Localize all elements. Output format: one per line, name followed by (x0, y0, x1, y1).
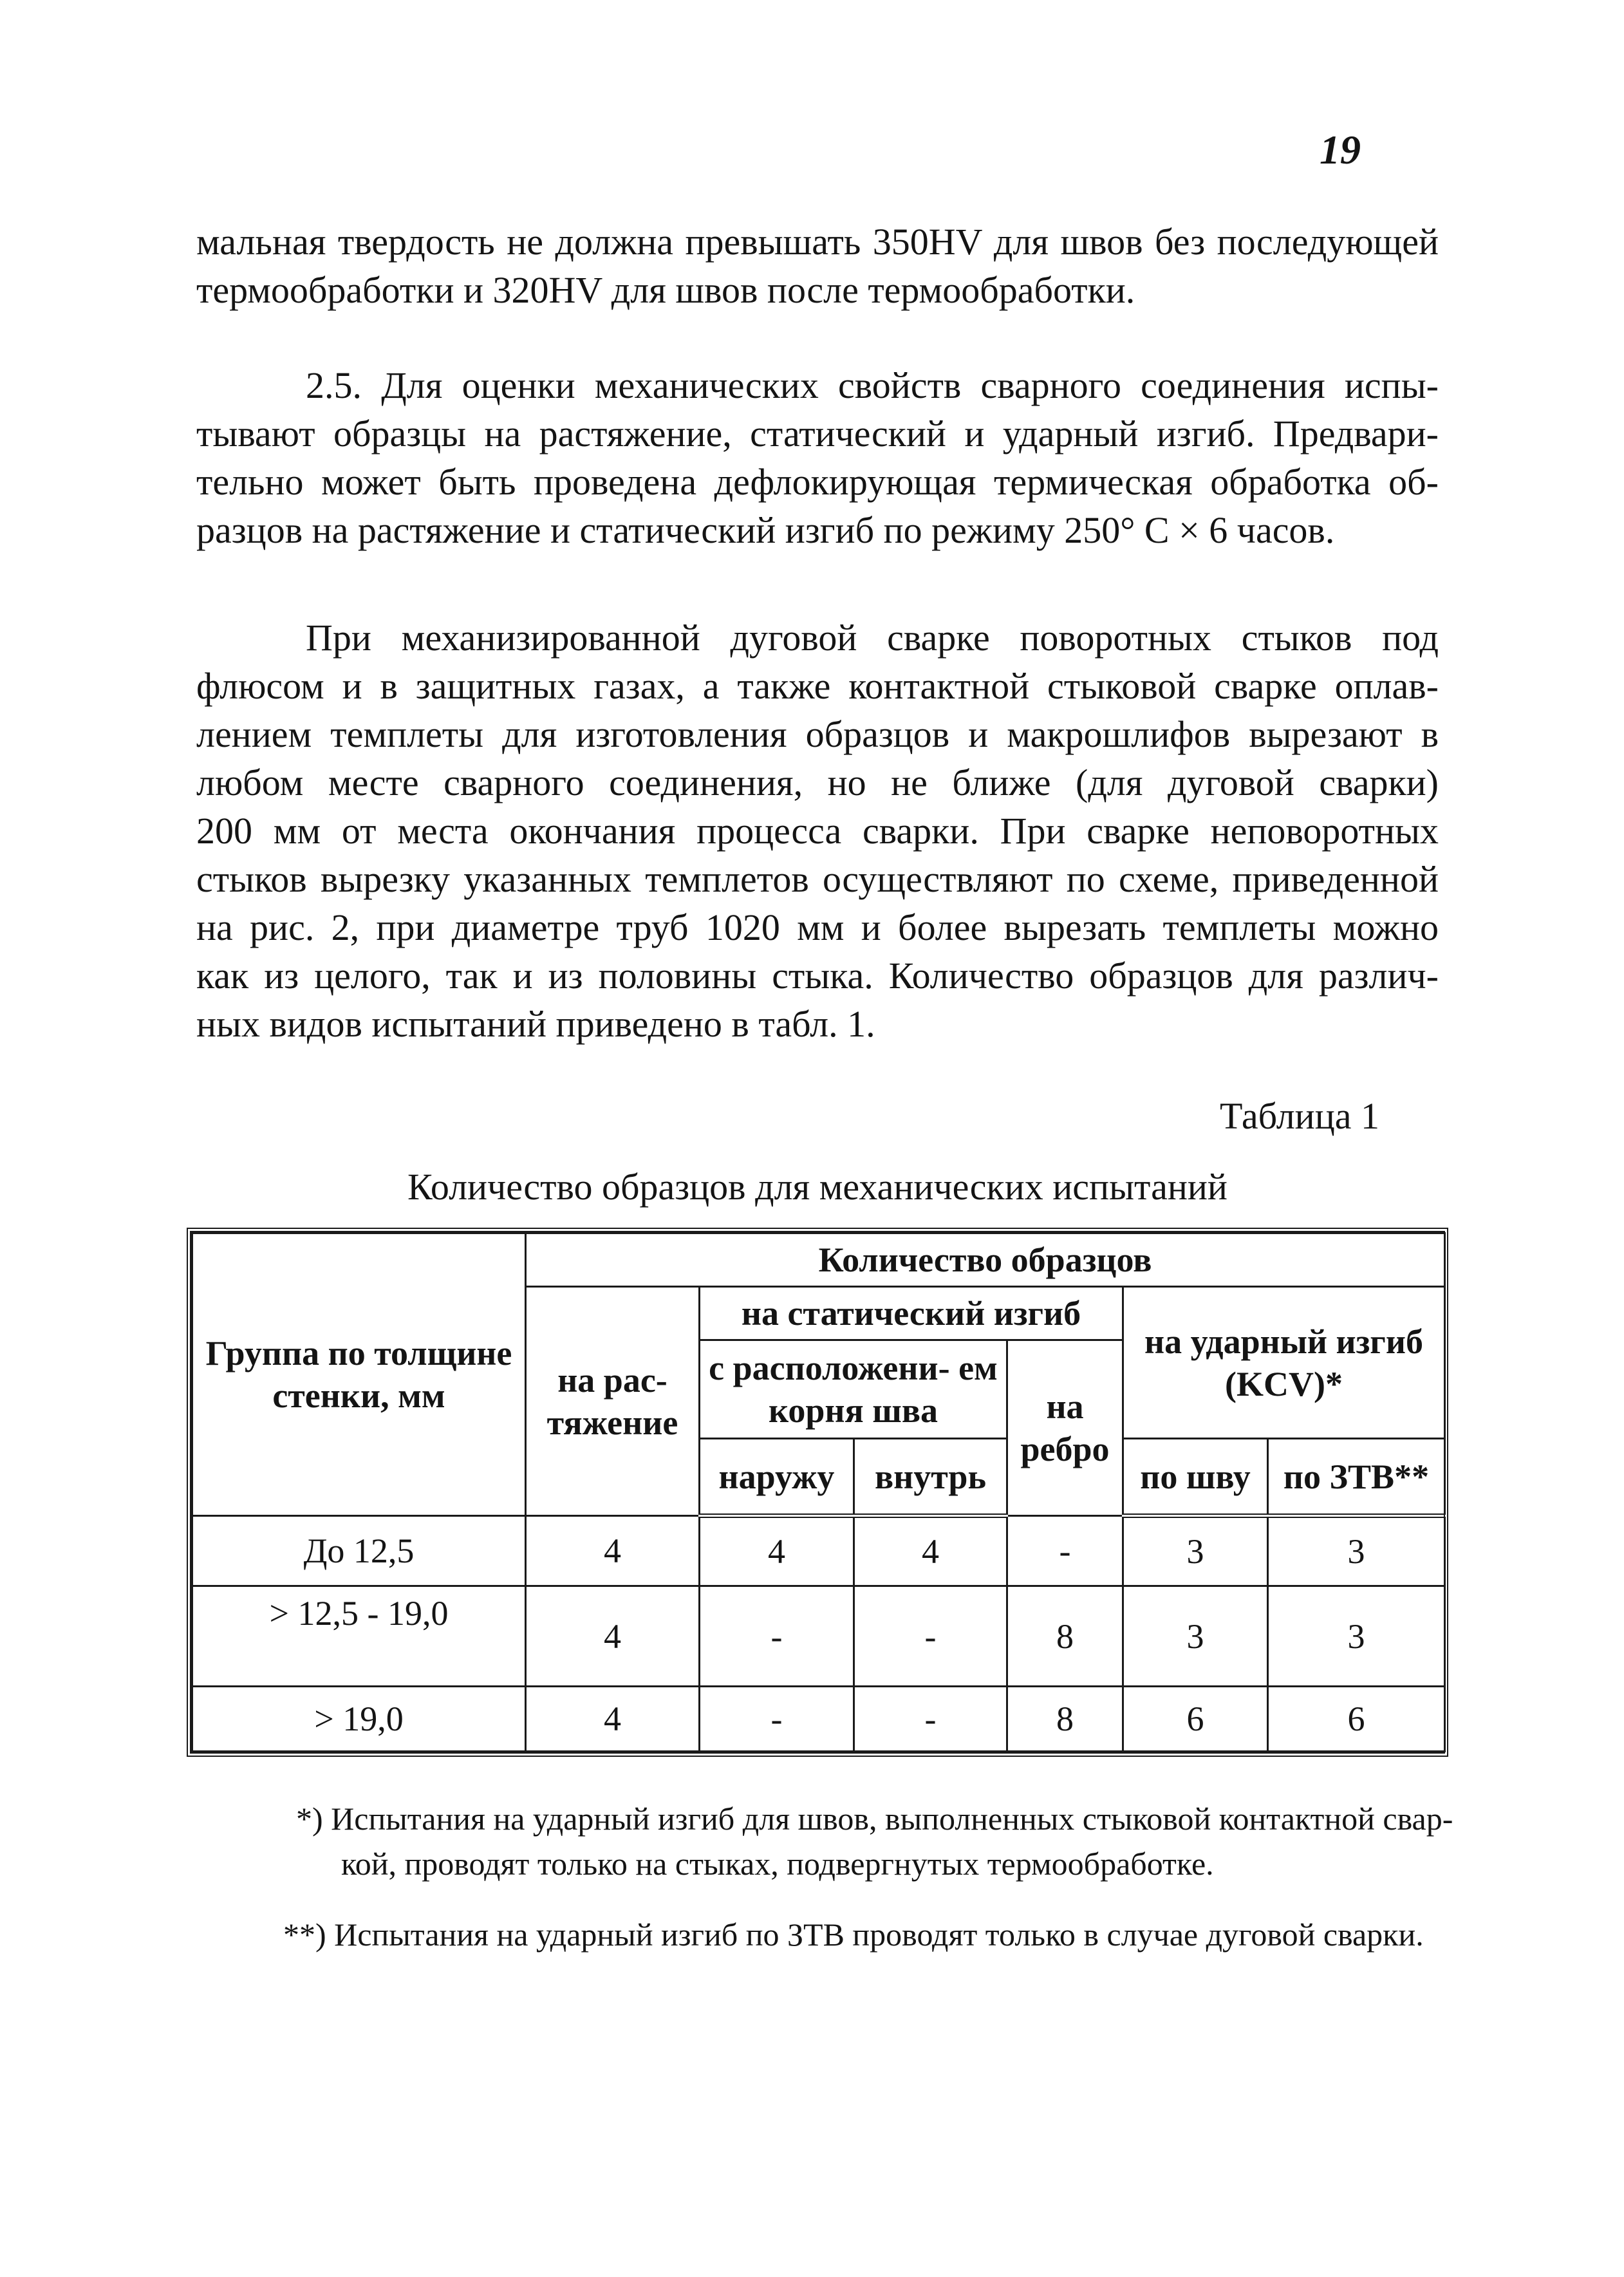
cell-weld: 6 (1123, 1687, 1268, 1752)
footnote-haz (283, 1912, 1424, 1957)
text-line: При механизированной дуговой сварке поворотных стыков под (306, 617, 1439, 659)
text-line: тывают образцы на растяжение, статический и ударный изгиб. Предвари- (196, 413, 1439, 454)
header-count: Количество образцов (526, 1233, 1445, 1287)
cell-haz: 3 (1268, 1516, 1445, 1586)
footnote-line: *) Испытания на ударный изгиб для швов, выполненных стыковой контактной свар- (296, 1801, 1453, 1837)
text-line: лением темплеты для изготовления образцов и макрошлифов вырезают в (196, 713, 1439, 755)
header-inside: внутрь (854, 1439, 1007, 1516)
table-label: Таблица 1 (1219, 1095, 1379, 1137)
text-line: на рис. 2, при диаметре труб 1020 мм и более вырезать темплеты можно (196, 906, 1439, 948)
page-number: 19 (1320, 127, 1361, 173)
text-line: как из целого, так и из половины стыка. Количество образцов для различ- (196, 955, 1439, 997)
cell-tension: 4 (526, 1687, 700, 1752)
cell-edge: 8 (1007, 1687, 1123, 1752)
text-line: ных видов испытаний приведено в табл. 1. (196, 1003, 875, 1045)
text-line: любом месте сварного соединения, но не ближе (для дуговой сварки) (196, 762, 1439, 803)
header-edge: на ребро (1007, 1340, 1123, 1516)
cell-haz: 3 (1268, 1586, 1445, 1687)
footnote-line: **) Испытания на ударный изгиб по ЗТВ проводят только в случае дуговой сварки. (283, 1916, 1424, 1953)
cell-inside: - (854, 1687, 1007, 1752)
table-row (192, 1516, 1445, 1586)
cell-weld: 3 (1123, 1586, 1268, 1687)
cell-tension: 4 (526, 1586, 700, 1687)
text-line: тельно может быть проведена дефлокирующая термическая обработка об- (196, 461, 1439, 503)
header-tension: на рас- тяжение (526, 1287, 700, 1516)
table-title: Количество образцов для механических испытаний (407, 1166, 1227, 1208)
text-line: термообработки и 320HV для швов после термообработки. (196, 269, 1135, 311)
cell-group: > 19,0 (192, 1687, 526, 1752)
header-group: Группа по толщине стенки, мм (192, 1233, 526, 1516)
cell-group: > 12,5 - 19,0 (192, 1586, 526, 1687)
text-line: мальная твердость не должна превышать 350HV для швов без последующей (196, 221, 1439, 263)
samples-table-grid (191, 1232, 1446, 1752)
text-line: 2.5. Для оценки механических свойств сварного соединения испы- (306, 364, 1439, 406)
cell-tension: 4 (526, 1516, 700, 1586)
paragraph-welding (196, 614, 1439, 1048)
text-line: флюсом и в защитных газах, а также контактной стыковой сварке оплав- (196, 665, 1439, 707)
footnote-line: кой, проводят только на стыках, подвергнутых термообработке. (341, 1846, 1214, 1882)
samples-table (187, 1228, 1448, 1757)
text-line: разцов на растяжение и статический изгиб по режиму 250° С × 6 часов. (196, 509, 1335, 551)
header-static-bend: на статический изгиб (700, 1287, 1123, 1340)
header-root-position: с расположени- ем корня шва (700, 1340, 1007, 1439)
text-line: 200 мм от места окончания процесса сварки. При сварке неповоротных (196, 810, 1439, 852)
table-row (192, 1687, 1445, 1752)
text-line: стыков вырезку указанных темплетов осуществляют по схеме, приведенной (196, 858, 1439, 900)
table-row (192, 1586, 1445, 1687)
cell-outside: 4 (700, 1516, 854, 1586)
cell-group: До 12,5 (192, 1516, 526, 1586)
header-haz: по ЗТВ** (1268, 1439, 1445, 1516)
cell-outside: - (700, 1586, 854, 1687)
cell-outside: - (700, 1687, 854, 1752)
cell-inside: - (854, 1586, 1007, 1687)
footnote-impact (283, 1796, 1453, 1886)
header-impact-bend: на ударный изгиб (KCV)* (1123, 1287, 1445, 1439)
cell-edge: 8 (1007, 1586, 1123, 1687)
cell-inside: 4 (854, 1516, 1007, 1586)
paragraph-hardness (196, 218, 1439, 314)
cell-edge: - (1007, 1516, 1123, 1586)
paragraph-2-5 (196, 361, 1439, 554)
cell-weld: 3 (1123, 1516, 1268, 1586)
cell-haz: 6 (1268, 1687, 1445, 1752)
header-outside: наружу (700, 1439, 854, 1516)
header-weld: по шву (1123, 1439, 1268, 1516)
